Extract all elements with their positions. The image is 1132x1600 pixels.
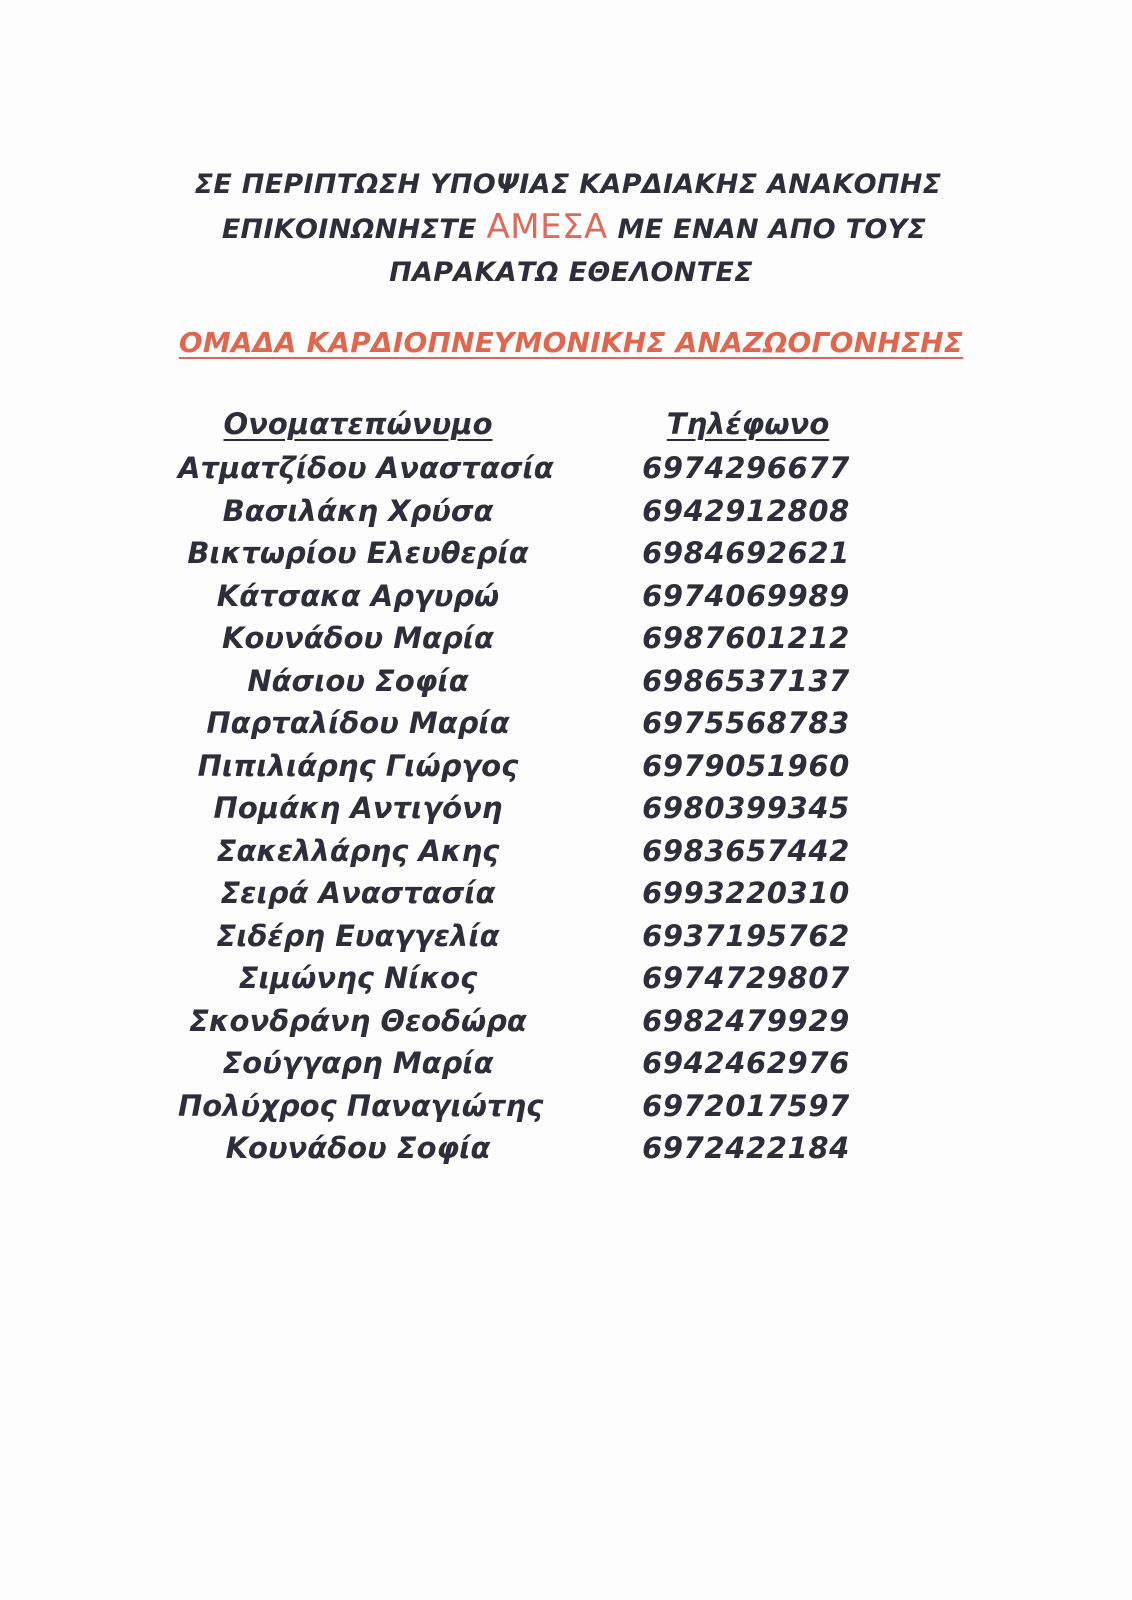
volunteer-phone: 6972422184 [642, 1131, 850, 1165]
volunteer-name: Σιμώνης Νίκος [238, 961, 478, 995]
volunteer-phone: 6986537137 [642, 663, 850, 698]
volunteer-name: Σειρά Αναστασία [220, 876, 496, 910]
volunteer-list [0, 447, 1132, 1170]
heading-line-2-end: ΜΕ ΕΝΑΝ ΑΠΟ ΤΟΥΣ [617, 214, 927, 245]
column-header-name: Ονοματεπώνυμο [223, 407, 493, 441]
list-item [0, 702, 1132, 745]
list-item [0, 1127, 1132, 1170]
list-item [0, 830, 1132, 873]
volunteer-name: Βασιλάκη Χρύσα [222, 493, 494, 528]
list-item [0, 660, 1132, 703]
volunteer-phone: 6979051960 [642, 748, 850, 783]
volunteer-name: Βικτωρίου Ελευθερία [187, 536, 529, 570]
volunteer-phone: 6984692621 [642, 536, 850, 570]
heading-line-2-start: ΕΠΙΚΟΙΝΩΝΗΣΤΕ [221, 214, 477, 245]
list-item [0, 957, 1132, 1000]
column-header-phone: Τηλέφωνο [666, 407, 830, 441]
list-item [0, 1085, 1132, 1128]
list-item [0, 915, 1132, 958]
heading-line-2 [0, 206, 1132, 251]
volunteer-name: Κάτσακα Αργυρώ [216, 578, 500, 613]
volunteer-phone: 6937195762 [642, 918, 850, 953]
list-item [0, 575, 1132, 618]
volunteer-phone: 6974069989 [642, 578, 850, 613]
volunteer-name: Πομάκη Αντιγόνη [213, 791, 503, 825]
volunteer-name: Σκονδράνη Θεοδώρα [189, 1003, 527, 1038]
list-item [0, 1042, 1132, 1085]
list-item [0, 872, 1132, 915]
heading-emphasis-word: ΑΜΕΣΑ [486, 207, 608, 247]
volunteer-name: Πολύχρος Παναγιώτης [178, 1088, 544, 1123]
volunteer-phone: 6980399345 [642, 791, 850, 825]
list-item [0, 532, 1132, 575]
volunteer-name: Κουνάδου Μαρία [222, 621, 494, 655]
volunteer-name: Σούγγαρη Μαρία [222, 1046, 494, 1080]
list-item [0, 490, 1132, 533]
volunteer-name: Σακελλάρης Ακης [216, 833, 500, 868]
volunteer-name: Παρταλίδου Μαρία [206, 706, 510, 740]
heading-line-3: ΠΑΡΑΚΑΤΩ ΕΘΕΛΟΝΤΕΣ [389, 257, 753, 288]
list-item [0, 1000, 1132, 1043]
volunteer-phone: 6982479929 [642, 1003, 850, 1038]
volunteer-name: Κουνάδου Σοφία [225, 1131, 491, 1165]
volunteer-phone: 6942912808 [642, 493, 850, 528]
volunteer-phone: 6975568783 [642, 706, 850, 740]
volunteer-phone: 6993220310 [642, 876, 850, 910]
volunteer-name: Ατματζίδου Αναστασία [178, 451, 554, 485]
heading-line-1: ΣΕ ΠΕΡΙΠΤΩΣΗ ΥΠΟΨΙΑΣ ΚΑΡΔΙΑΚΗΣ ΑΝΑΚΟΠΗΣ [194, 169, 942, 200]
notice-heading [0, 163, 1132, 294]
list-item [0, 787, 1132, 830]
volunteer-phone: 6987601212 [642, 621, 850, 655]
list-item [0, 617, 1132, 660]
volunteer-name: Νάσιου Σοφία [247, 663, 469, 698]
volunteer-name: Πιπιλιάρης Γιώργος [197, 748, 519, 783]
list-item [0, 745, 1132, 788]
volunteer-name: Σιδέρη Ευαγγελία [216, 918, 500, 953]
volunteer-phone: 6974729807 [642, 961, 850, 995]
volunteer-phone: 6974296677 [642, 451, 850, 485]
volunteer-phone: 6972017597 [642, 1088, 850, 1123]
team-title: ΟΜΑΔΑ ΚΑΡΔΙΟΠΝΕΥΜΟΝΙΚΗΣ ΑΝΑΖΩΟΓΟΝΗΣΗΣ [178, 326, 964, 359]
volunteer-phone: 6983657442 [642, 833, 850, 868]
list-item [0, 447, 1132, 490]
volunteer-phone: 6942462976 [642, 1046, 850, 1080]
